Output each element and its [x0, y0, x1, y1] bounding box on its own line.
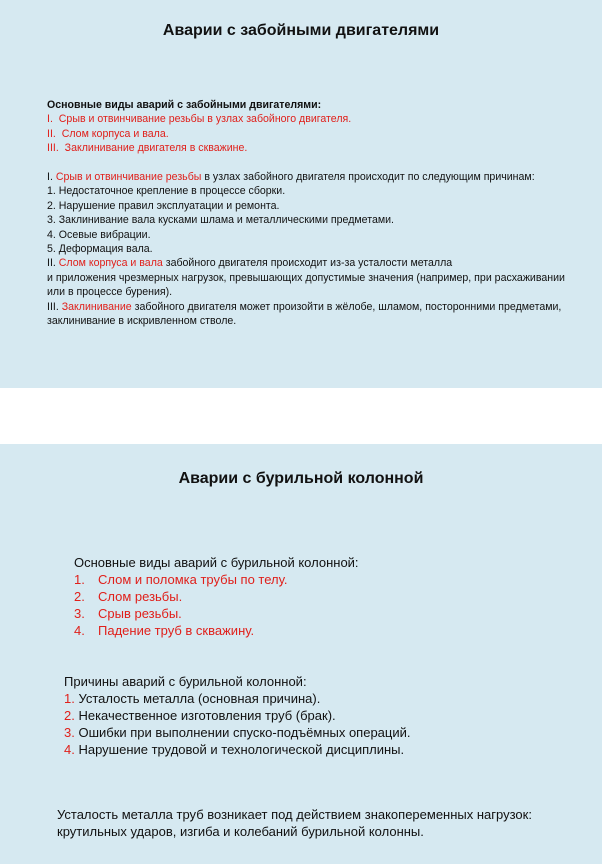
- list-item: 3. Ошибки при выполнении спуско-подъёмных операций.: [64, 725, 411, 740]
- fatigue-paragraph: Усталость металла труб возникает под действием знакопеременных нагрузок: крутильных ударов, изгиба и колебаний бурильной колонны.: [57, 807, 532, 839]
- list-item: 1. Усталость металла (основная причина).: [64, 691, 321, 706]
- types-block: [74, 554, 359, 639]
- list-item: 2. Некачественное изготовления труб (брак).: [64, 708, 336, 723]
- cause-item: 5. Деформация вала.: [47, 243, 153, 256]
- list-heading: Основные виды аварий с забойными двигателями:: [47, 99, 322, 111]
- slide-engine-accidents: [0, 0, 602, 388]
- list-item: I. Срыв и отвинчивание резьбы в узлах забойного двигателя.: [47, 113, 352, 126]
- list-item: 4. Нарушение трудовой и технологической дисциплины.: [64, 742, 405, 757]
- details-block: [47, 170, 567, 328]
- paragraph-break-cont: и приложения чрезмерных нагрузок, превышающих допустимые значения (например, при расхаживании или в процессе бурения).: [47, 271, 565, 299]
- slide-drill-string-accidents: [0, 444, 602, 864]
- paragraph-break: II. Слом корпуса и вала забойного двигателя происходит из-за усталости металла: [47, 257, 453, 270]
- list-item: 4. Падение труб в скважину.: [74, 623, 255, 638]
- list-item: 2. Слом резьбы.: [74, 589, 183, 604]
- slide-title: Аварии с забойными двигателями: [162, 22, 440, 39]
- types-heading: Основные виды аварий с бурильной колонной:: [74, 555, 359, 570]
- cause-item: 2. Нарушение правил эксплуатации и ремонта.: [47, 199, 280, 212]
- cause-item: 4. Осевые вибрации.: [47, 228, 151, 241]
- paragraph-thread: I. Срыв и отвинчивание резьбы в узлах забойного двигателя происходит по следующим причинам:: [47, 171, 535, 183]
- paragraph-jam: III. Заклинивание забойного двигателя может произойти в жёлобе, шламом, посторонними предметами, заклинивание в искривленном стволе.: [47, 300, 562, 328]
- list-item: 3. Срыв резьбы.: [74, 606, 182, 621]
- reasons-heading: Причины аварий с бурильной колонной:: [64, 674, 307, 689]
- reasons-block: [64, 673, 411, 758]
- accident-types-block: [47, 98, 567, 156]
- cause-item: 3. Заклинивание вала кусками шлама и металлическими предметами.: [47, 214, 394, 227]
- slide-title: Аварии с бурильной колонной: [178, 470, 424, 487]
- list-item: III. Заклинивание двигателя в скважине.: [47, 142, 248, 155]
- cause-item: 1. Недостаточное крепление в процессе сборки.: [47, 185, 286, 198]
- list-item: II. Слом корпуса и вала.: [47, 127, 169, 140]
- list-item: 1. Слом и поломка трубы по телу.: [74, 572, 288, 587]
